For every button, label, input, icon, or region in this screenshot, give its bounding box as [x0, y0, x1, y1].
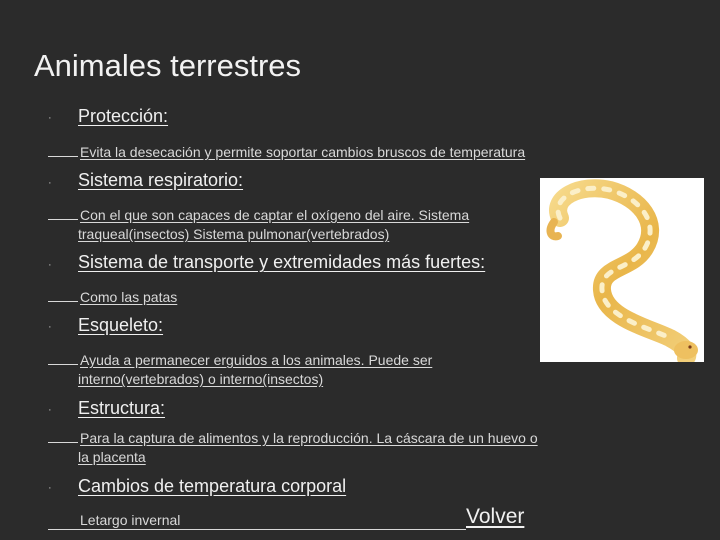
desc-temperatura: Letargo invernal: [80, 512, 181, 528]
heading-sistema-respiratorio[interactable]: Sistema respiratorio:: [78, 170, 244, 190]
desc-esqueleto: [48, 351, 432, 389]
desc-text: Como las patas: [80, 289, 178, 305]
desc-respiratorio: [48, 206, 469, 244]
heading-esqueleto[interactable]: Esqueleto:: [78, 315, 164, 335]
desc-text: interno(vertebrados) o interno(insectos): [78, 371, 324, 387]
desc-text: traqueal(insectos) Sistema pulmonar(vertebrados): [78, 226, 390, 242]
desc-text: la placenta: [78, 449, 146, 465]
desc-text: Con el que son capaces de captar el oxígeno del aire. Sistema: [80, 207, 470, 223]
heading-estructura[interactable]: Estructura:: [78, 398, 166, 418]
bullet-icon: ·: [48, 177, 52, 189]
heading-temperatura[interactable]: Cambios de temperatura corporal: [78, 476, 347, 496]
desc-text: Para la captura de alimentos y la reproducción. La cáscara de un huevo o: [80, 430, 538, 446]
bullet-icon: ·: [48, 259, 52, 271]
desc-text: Evita la desecación y permite soportar cambios bruscos de temperatura: [80, 144, 526, 160]
bullet-icon: ·: [48, 321, 52, 333]
bullet-icon: ·: [48, 112, 52, 124]
slide-title: Animales terrestres: [34, 48, 302, 83]
heading-transporte[interactable]: Sistema de transporte y extremidades más fuertes:: [78, 252, 486, 272]
desc-text: Ayuda a permanecer erguidos a los animales. Puede ser: [80, 352, 433, 368]
bullet-icon: ·: [48, 482, 52, 494]
underline-divider: [48, 529, 466, 530]
desc-transporte: [48, 288, 177, 307]
desc-proteccion: [48, 143, 525, 162]
bullet-icon: ·: [48, 404, 52, 416]
heading-proteccion[interactable]: Protección:: [78, 106, 169, 126]
desc-estructura: [48, 429, 538, 467]
volver-link[interactable]: Volver: [466, 505, 525, 528]
snake-image: [540, 178, 704, 362]
